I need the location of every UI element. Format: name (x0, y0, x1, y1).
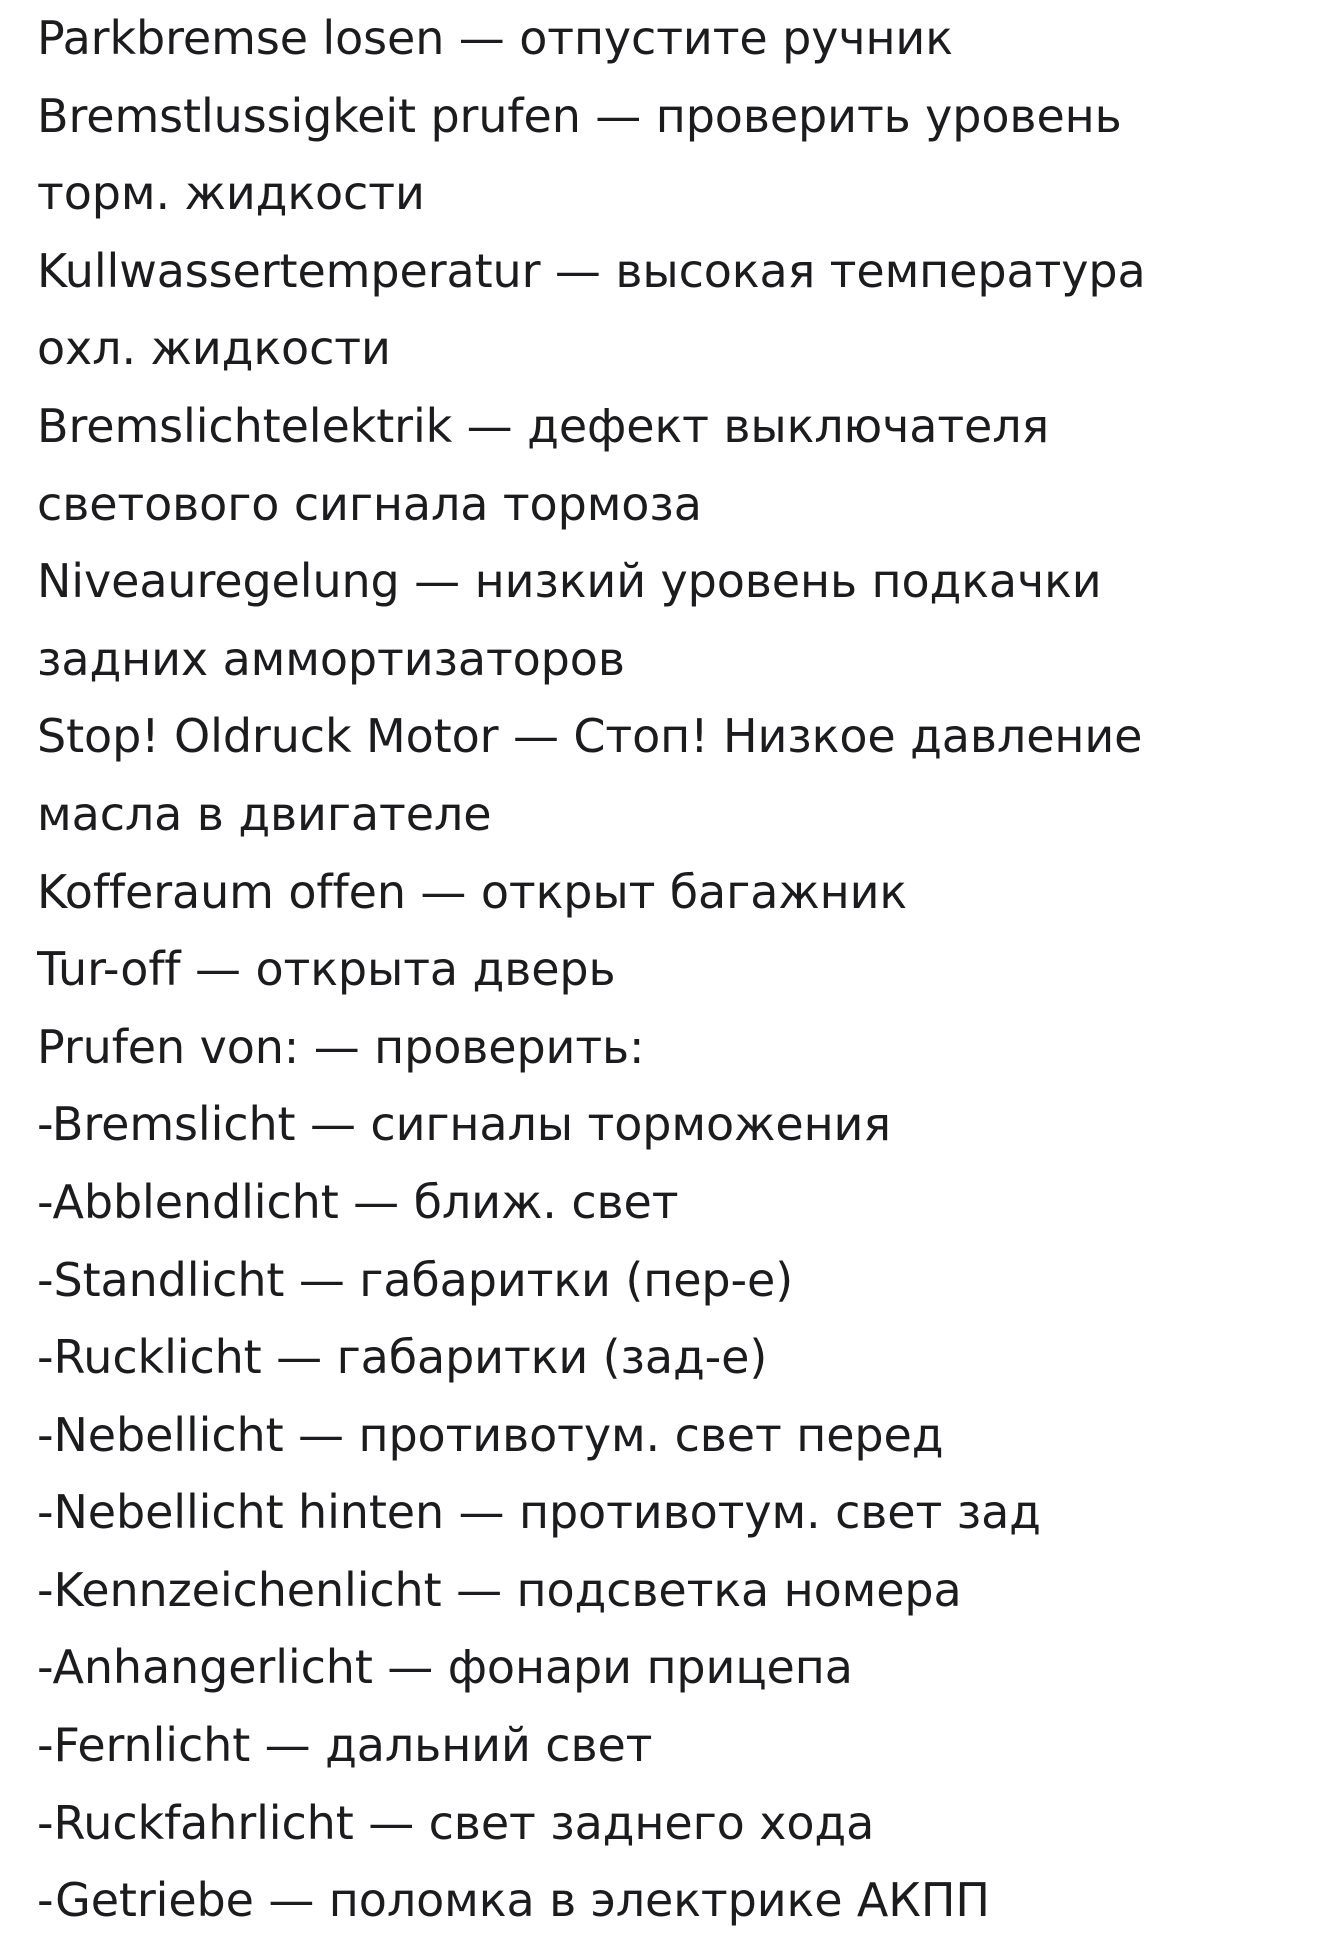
text-line: торм. жидкости (37, 166, 425, 221)
text-line: -Fernlicht — дальний свет (37, 1718, 653, 1773)
text-line: Parkbremse losen — отпустите ручник (37, 11, 953, 65)
text-line: Kofferaum offen — открыт багажник (37, 864, 908, 919)
text-line: Niveauregelung — низкий уровень подкачки (37, 554, 1102, 609)
text-line: -Standlicht — габаритки (пер-е) (37, 1252, 794, 1307)
text-line: Prufen von: — проверить: (37, 1019, 645, 1074)
text-line: -Bremslicht — сигналы торможения (37, 1097, 891, 1152)
text-line: -Rucklicht — габаритки (зад-е) (37, 1330, 768, 1385)
text-line: масла в двигателе (37, 786, 492, 841)
text-line: Bremstlussigkeit prufen — проверить уровень (37, 88, 1122, 143)
text-line: -Getriebe — поломка в электрике АКПП (37, 1873, 990, 1928)
text-line: -Abblendlicht — ближ. свет (37, 1174, 679, 1229)
text-line: Tur-off — открыта дверь (37, 942, 616, 997)
text-line: охл. жидкости (37, 321, 391, 376)
text-line: Kullwassertemperatur — высокая температура (37, 243, 1146, 298)
text-line: светового сигнала тормоза (37, 476, 702, 531)
text-line: Bremslichtelektrik — дефект выключателя (37, 398, 1050, 453)
text-line: -Ruckfahrlicht — свет заднего хода (37, 1795, 875, 1850)
text-line: -Nebellicht — противотум. свет перед (37, 1407, 944, 1462)
text-line: -Nebellicht hinten — противотум. свет зад (37, 1485, 1041, 1540)
text-line: -Kennzeichenlicht — подсветка номера (37, 1562, 962, 1617)
text-line: -Anhangerlicht — фонари прицепа (37, 1640, 853, 1695)
document-page (37, 0, 1287, 1936)
text-line: задних аммортизаторов (37, 631, 625, 686)
text-line: Stop! Oldruck Motor — Стоп! Низкое давление (37, 709, 1143, 764)
